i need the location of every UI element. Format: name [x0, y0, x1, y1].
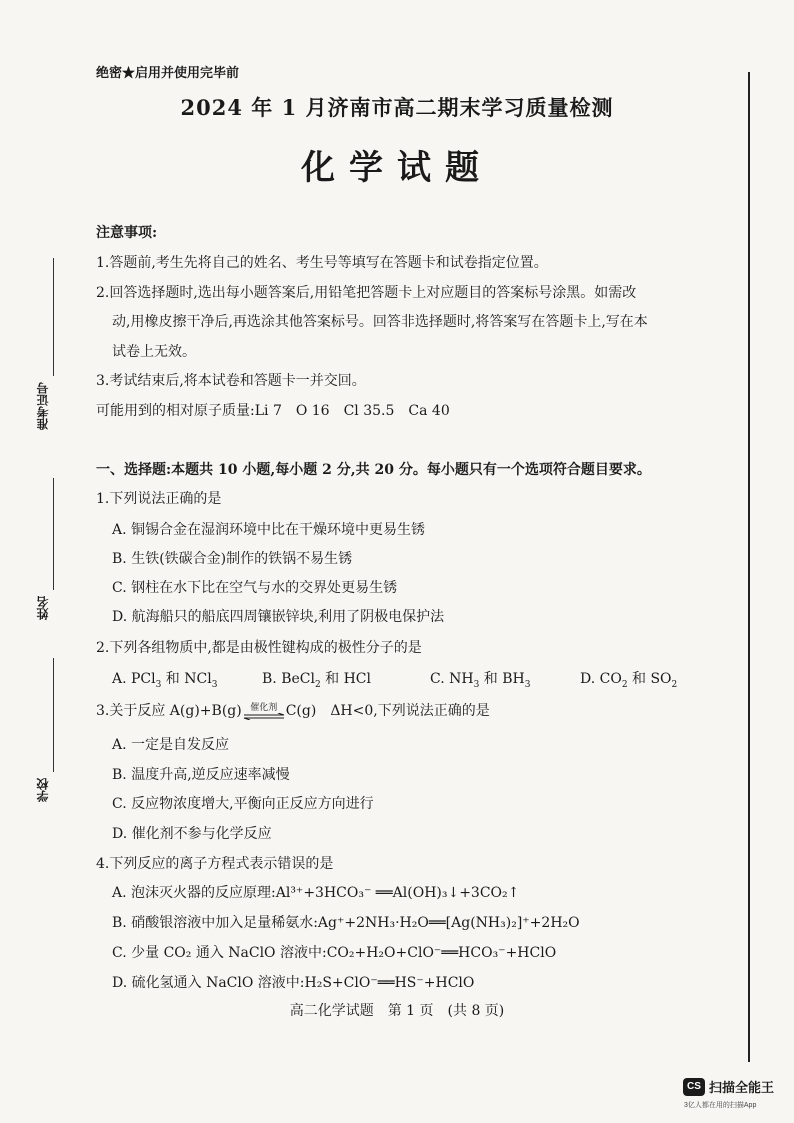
q1-stem: 1.下列说法正确的是 — [96, 491, 222, 507]
subject-title: 化学试题 — [301, 148, 493, 188]
q2-option-c: C. $NH_3$ 和 $BH_3$ — [430, 671, 531, 690]
q2-option-b: B. BeCl$_2$ 和 HCl — [262, 671, 371, 690]
q1-option-c: C. 钢柱在水下比在空气与水的交界处更易生锈 — [112, 580, 398, 596]
q1-option-b: B. 生铁(铁碳合金)制作的铁锅不易生锈 — [112, 551, 353, 567]
q4-option-b: B. 硝酸银溶液中加入足量稀氨水:Ag⁺+2NH₃·H₂O══[Ag(NH₃)₂]⁺+2H₂O — [112, 915, 580, 931]
right-border — [748, 72, 750, 1062]
notice-item-2-cont: 动,用橡皮擦干净后,再选涂其他答案标号。回答非选择题时,将答案写在答题卡上,写在本 — [112, 314, 648, 330]
exam-title: 2024 年 1 月济南市高二期末学习质量检测 — [180, 95, 614, 120]
notice-item-2: 2.回答选择题时,选出每小题答案后,用铅笔把答题卡上对应题目的答案标号涂黑。如需改 — [96, 285, 637, 301]
q3-option-c: C. 反应物浓度增大,平衡向正反应方向进行 — [112, 796, 374, 812]
q3-option-b: B. 温度升高,逆反应速率减慢 — [112, 767, 290, 783]
scanner-logo-icon: CS — [683, 1078, 705, 1096]
q4-option-d: D. 硫化氢通入 NaClO 溶液中:H₂S+ClO⁻══HS⁻+HClO — [112, 975, 475, 991]
name-label: 姓名 — [36, 596, 50, 620]
q2-option-a: A. PCl$_3$ 和 NCl$_3$ — [112, 671, 218, 690]
confidential-mark: 绝密★启用并使用完毕前 — [96, 66, 240, 81]
scanner-tagline: 3亿人都在用的扫描App — [684, 1102, 757, 1109]
ticket-number-label: 准考证号 — [36, 382, 50, 430]
q4-option-c: C. 少量 CO₂ 通入 NaClO 溶液中:CO₂+H₂O+ClO⁻══HCO₃⁻+HClO — [112, 945, 557, 961]
name-line — [53, 478, 54, 590]
q3-stem: 3.关于反应 A(g)+B(g) 催化剂 C(g) ΔH<0,下列说法正确的是 — [96, 702, 490, 719]
school-label: 学校 — [36, 778, 50, 802]
section-1-title: 一、选择题:本题共 10 小题,每小题 2 分,共 20 分。每小题只有一个选项符合题目要求。 — [96, 462, 651, 478]
ticket-number-line — [53, 258, 54, 376]
q2-option-d: D. $CO_2$ 和 $SO_2$ — [580, 671, 678, 690]
notice-item-3: 3.考试结束后,将本试卷和答题卡一并交回。 — [96, 373, 366, 389]
page-footer: 高二化学试题 第 1 页 (共 8 页) — [289, 1003, 505, 1019]
scanner-brand: 扫描全能王 — [709, 1080, 775, 1095]
q1-option-d: D. 航海船只的船底四周镶嵌锌块,利用了阴极电保护法 — [112, 609, 445, 625]
school-line — [53, 658, 54, 772]
q2-stem: 2.下列各组物质中,都是由极性键构成的极性分子的是 — [96, 640, 422, 656]
q4-option-a: A. 泡沫灭火器的反应原理:Al³⁺+3HCO₃⁻ ══Al(OH)₃↓+3CO₂↑ — [112, 885, 520, 901]
notice-item-1: 1.答题前,考生先将自己的姓名、考生号等填写在答题卡和试卷指定位置。 — [96, 255, 548, 271]
q1-option-a: A. 铜锡合金在湿润环境中比在干燥环境中更易生锈 — [112, 522, 426, 538]
q3-option-d: D. 催化剂不参与化学反应 — [112, 826, 272, 842]
notice-item-2-end: 试卷上无效。 — [112, 344, 196, 360]
atomic-masses: 可能用到的相对原子质量:Li 7 O 16 Cl 35.5 Ca 40 — [96, 403, 450, 419]
notice-title: 注意事项: — [96, 225, 158, 241]
q4-stem: 4.下列反应的离子方程式表示错误的是 — [96, 856, 334, 872]
equilibrium-arrow: 催化剂 — [242, 703, 286, 720]
q3-option-a: A. 一定是自发反应 — [112, 737, 230, 753]
